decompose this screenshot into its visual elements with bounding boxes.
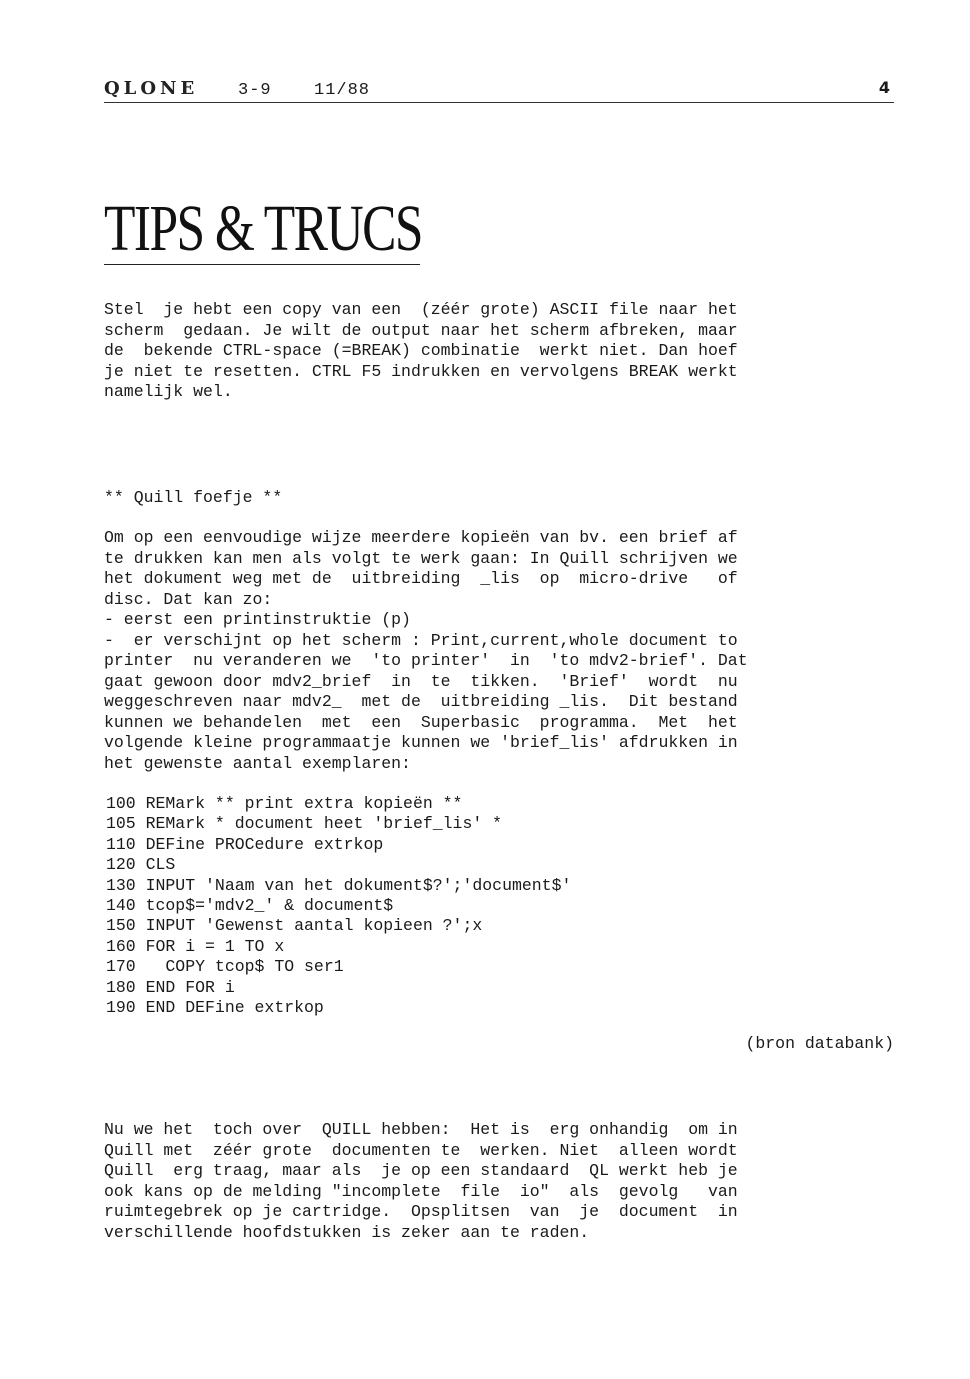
section-heading: ** Quill foefje ** [104,488,283,507]
code-listing [106,794,806,1018]
code-line: 130 INPUT 'Naam van het dokument$?';'document$' [106,875,572,895]
text-line: Quill erg traag, maar als je op een standaard QL werkt heb je [104,1161,738,1180]
quill-section-heading [104,488,894,509]
code-line: 105 REMark * document heet 'brief_lis' * [106,814,503,834]
text-line: kunnen we behandelen met een Superbasic programma. Met het [104,712,738,732]
magazine-logo: QLONE [104,78,199,99]
text-line: je niet te resetten. CTRL F5 indrukken en vervolgens BREAK werkt [104,361,738,381]
text-line: Nu we het toch over QUILL hebben: Het is erg onhandig om in [104,1120,738,1139]
text-line: - eerst een printinstruktie (p) [104,610,411,629]
text-line: disc. Dat kan zo: [104,589,273,609]
page-header [104,78,894,103]
source-credit: (bron databank) [745,1034,894,1053]
text-line: Stel je hebt een copy van een (zéér grote) ASCII file naar het [104,300,738,319]
text-line: printer nu veranderen we 'to printer' in 'to mdv2-brief'. Dat [104,651,748,670]
code-line: 120 CLS [106,855,176,875]
text-line: ook kans op de melding "incomplete file io" als gevolg van [104,1181,738,1201]
issue-date: 11/88 [314,81,371,100]
code-line: 140 tcop$='mdv2_' & document$ [106,896,394,916]
closing-paragraph [104,1120,894,1243]
code-line: 110 DEFine PROCedure extrkop [106,834,384,854]
text-line: te drukken kan men als volgt te werk gaan: In Quill schrijven we [104,548,738,568]
code-line: 150 INPUT 'Gewenst aantal kopieen ?';x [106,916,483,936]
text-line: - er verschijnt op het scherm : Print,current,whole document to [104,630,738,650]
code-line: 190 END DEFine extrkop [106,998,324,1018]
page-number: 4 [878,78,890,97]
text-line: ruimtegebrek op je cartridge. Opsplitsen van je document in [104,1202,738,1221]
text-line: het dokument weg met de uitbreiding _lis op micro-drive of [104,569,738,588]
text-line: scherm gedaan. Je wilt de output naar het scherm afbreken, maar [104,320,738,340]
text-line: weggeschreven naar mdv2_ met de uitbreiding _lis. Dit bestand [104,692,738,711]
code-line: 100 REMark ** print extra kopieën ** [106,794,463,813]
text-line: Om op een eenvoudige wijze meerdere kopieën van bv. een brief af [104,528,738,547]
text-line: gaat gewoon door mdv2_brief in te tikken. 'Brief' wordt nu [104,671,738,691]
intro-paragraph [104,300,894,403]
quill-paragraph [104,528,894,774]
text-line: volgende kleine programmaatje kunnen we 'brief_lis' afdrukken in [104,733,738,752]
title-underline [104,264,420,265]
page-title: TIPS & TRUCS [104,192,422,265]
code-line: 160 FOR i = 1 TO x [106,936,285,956]
issue-number: 3-9 [238,81,272,100]
text-line: de bekende CTRL-space (=BREAK) combinatie werkt niet. Dan hoef [104,341,738,360]
code-line: 170 COPY tcop$ TO ser1 [106,957,344,977]
text-line: namelijk wel. [104,382,233,401]
code-line: 180 END FOR i [106,977,235,997]
text-line: Quill met zéér grote documenten te werken. Niet alleen wordt [104,1140,738,1160]
text-line: het gewenste aantal exemplaren: [104,753,411,773]
text-line: verschillende hoofdstukken is zeker aan te raden. [104,1222,590,1242]
